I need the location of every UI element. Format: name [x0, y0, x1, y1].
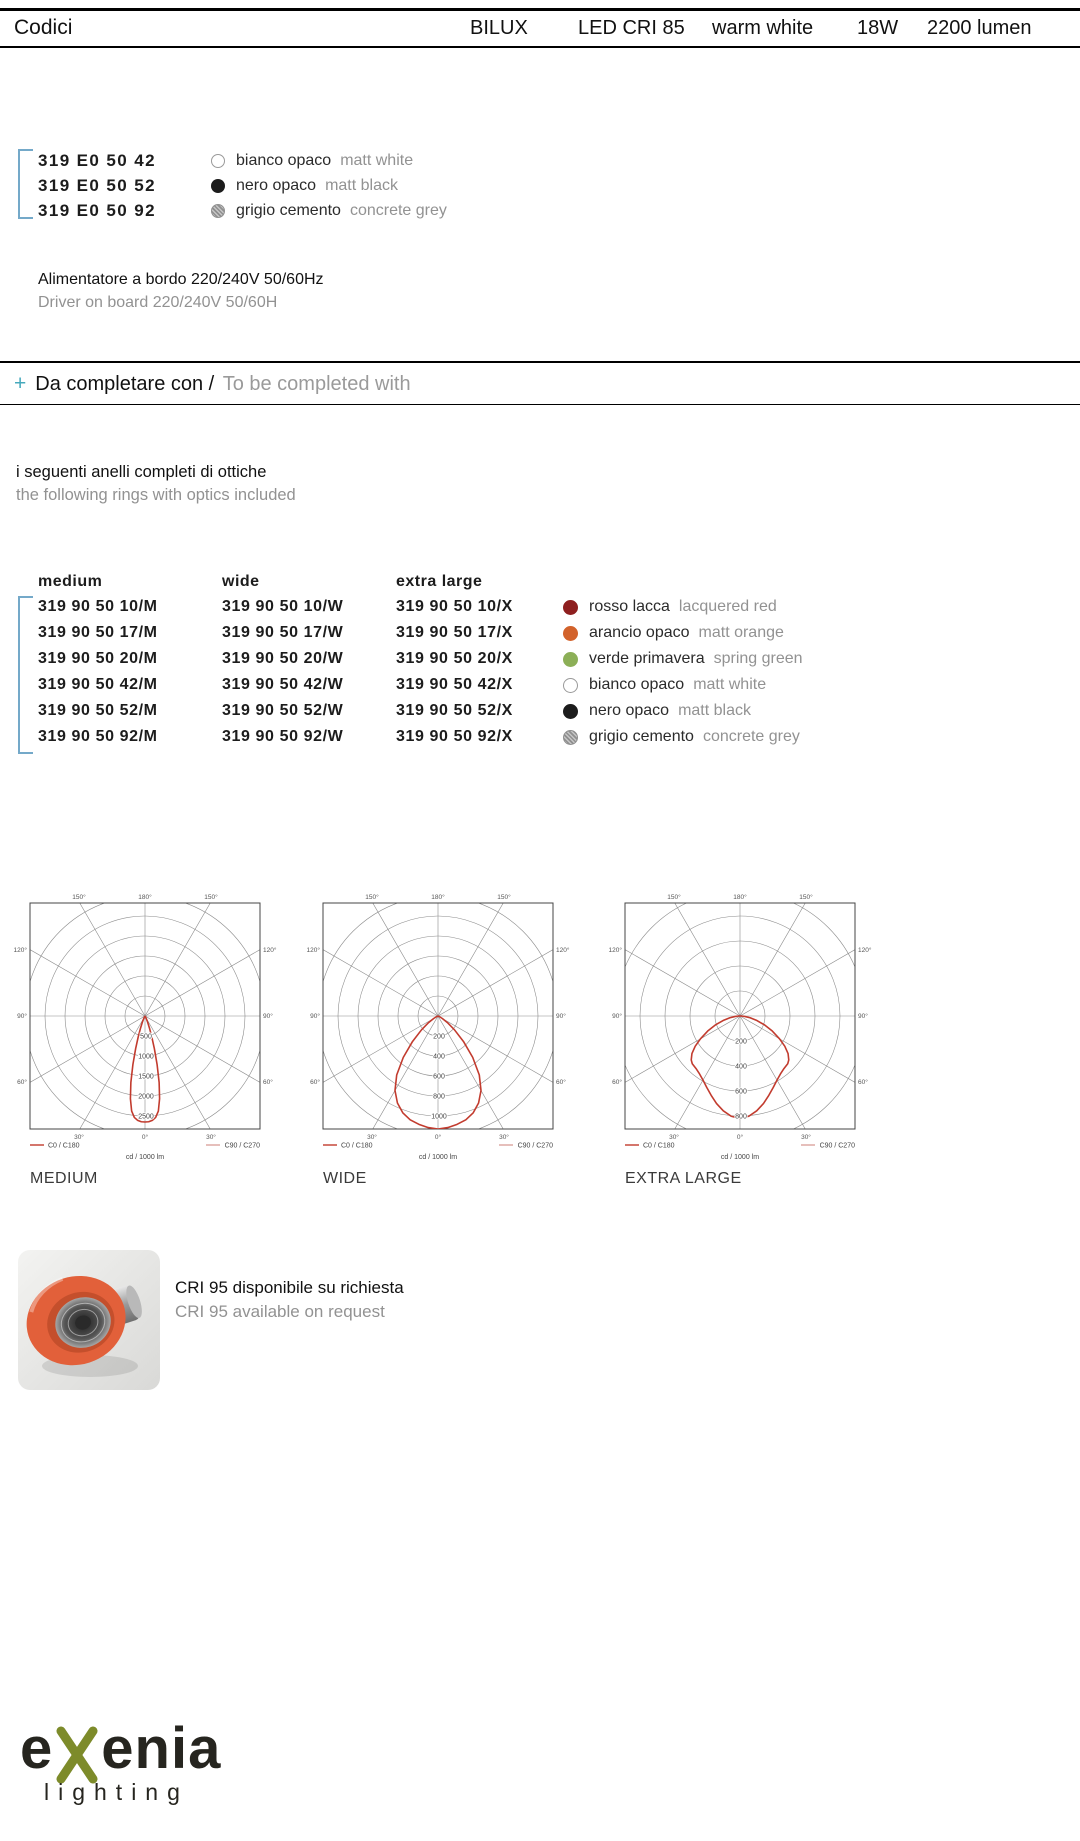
polar-grid	[10, 888, 280, 1166]
header-rule	[0, 46, 1080, 48]
ring-code: 319 90 50 20/W	[222, 650, 344, 667]
finish-name-it: verde primavera	[589, 650, 705, 667]
finish-name-en: concrete grey	[349, 201, 447, 219]
svg-text:600: 600	[735, 1088, 747, 1096]
brand-text-right: enia	[101, 1716, 222, 1781]
product-code: 319 E0 50 92	[38, 200, 156, 220]
ring-code: 319 90 50 52/W	[222, 702, 344, 719]
svg-text:400: 400	[433, 1053, 445, 1061]
rings-bracket	[18, 596, 33, 754]
svg-text:90°: 90°	[858, 1013, 868, 1020]
top-rule	[0, 8, 1080, 11]
section-title-en: To be completed with	[222, 373, 411, 395]
page-title: Codici	[14, 16, 73, 39]
svg-text:0°: 0°	[141, 1134, 149, 1141]
finish-name-it: bianco opaco	[236, 151, 332, 169]
matt-orange-swatch	[563, 626, 578, 641]
svg-text:120°: 120°	[306, 947, 320, 954]
polar-chart-wide	[303, 888, 573, 1166]
ring-code: 319 90 50 52/X	[396, 702, 513, 719]
spring-green-swatch	[563, 652, 578, 667]
svg-text:150°: 150°	[667, 894, 681, 901]
svg-text:150°: 150°	[799, 894, 813, 901]
product-codes-list	[38, 148, 447, 223]
ring-code: 319 90 50 42/M	[38, 676, 158, 693]
svg-text:200: 200	[433, 1033, 445, 1041]
lacquered-red-swatch	[563, 600, 578, 615]
ring-code: 319 90 50 92/W	[222, 728, 344, 745]
finish-row	[563, 724, 803, 750]
header-spec-lumen: 2200 lumen	[927, 17, 1032, 39]
brand-wordmark	[20, 1716, 222, 1781]
product-code-row	[38, 148, 447, 173]
svg-text:120°: 120°	[556, 947, 570, 954]
chart-caption-medium: MEDIUM	[30, 1170, 98, 1187]
svg-text:30°: 30°	[74, 1134, 84, 1141]
svg-text:180°: 180°	[733, 894, 747, 901]
svg-text:cd / 1000 lm: cd / 1000 lm	[720, 1154, 760, 1161]
finishes-legend	[563, 594, 803, 750]
svg-text:90°: 90°	[17, 1013, 27, 1020]
finish-row	[563, 698, 803, 724]
finish-name-it: arancio opaco	[589, 624, 690, 641]
cri-note	[175, 1276, 404, 1324]
svg-text:60°: 60°	[263, 1079, 273, 1086]
svg-text:90°: 90°	[310, 1013, 320, 1020]
plus-icon: +	[14, 372, 27, 395]
svg-text:120°: 120°	[263, 947, 277, 954]
header-spec-led: LED CRI 85	[578, 17, 685, 39]
column-header: wide	[222, 573, 260, 590]
ring-code: 319 90 50 17/X	[396, 624, 513, 641]
brand-text-left: e	[20, 1716, 54, 1781]
svg-text:1500: 1500	[138, 1073, 154, 1081]
svg-text:90°: 90°	[263, 1013, 273, 1020]
product-code: 319 E0 50 52	[38, 175, 156, 195]
finish-row	[563, 672, 803, 698]
polar-chart-medium	[10, 888, 280, 1166]
section-rule-top	[0, 361, 1080, 363]
ring-value-labels	[735, 1039, 747, 1121]
svg-text:90°: 90°	[612, 1013, 622, 1020]
product-photo	[18, 1250, 160, 1390]
svg-text:120°: 120°	[13, 947, 27, 954]
cri-note-it: CRI 95 disponibile su richiesta	[175, 1278, 404, 1297]
svg-text:180°: 180°	[431, 894, 445, 901]
product-code-row	[38, 173, 447, 198]
svg-text:cd / 1000 lm: cd / 1000 lm	[125, 1154, 165, 1161]
ring-code: 319 90 50 10/M	[38, 598, 158, 615]
brand-subtitle: lighting	[44, 1779, 189, 1806]
chart-legend	[323, 1143, 553, 1162]
svg-text:150°: 150°	[365, 894, 379, 901]
product-code-row	[38, 198, 447, 223]
section-title	[14, 372, 411, 396]
svg-text:30°: 30°	[801, 1134, 811, 1141]
svg-text:800: 800	[433, 1093, 445, 1101]
svg-text:C90 / C270: C90 / C270	[517, 1142, 553, 1150]
matt-black-swatch	[563, 704, 578, 719]
svg-text:1000: 1000	[138, 1053, 154, 1061]
matt-white-swatch	[563, 678, 578, 693]
finish-name-en: lacquered red	[678, 598, 777, 615]
finish-name-en: matt black	[678, 702, 751, 719]
svg-text:800: 800	[735, 1113, 747, 1121]
product-name: BILUX	[470, 17, 528, 39]
svg-text:30°: 30°	[669, 1134, 679, 1141]
svg-text:C0 / C180: C0 / C180	[48, 1142, 80, 1150]
rings-table-row	[38, 594, 596, 620]
codes-bracket	[18, 149, 33, 219]
polar-chart-extra-large	[605, 888, 875, 1166]
ring-code: 319 90 50 17/M	[38, 624, 158, 641]
svg-text:150°: 150°	[72, 894, 86, 901]
finish-name-en: spring green	[713, 650, 803, 667]
polar-grid	[303, 888, 573, 1166]
finish-name-en: concrete grey	[702, 728, 800, 745]
finish-name-it: rosso lacca	[589, 598, 670, 615]
column-header: medium	[38, 573, 103, 590]
column-header: extra large	[396, 573, 483, 590]
rings-table	[38, 573, 596, 750]
rings-table-header	[38, 573, 596, 594]
finish-name-it: nero opaco	[589, 702, 670, 719]
rings-table-row	[38, 672, 596, 698]
header	[0, 16, 1080, 42]
section-rule-bottom	[0, 404, 1080, 405]
polar-grid	[605, 888, 875, 1166]
svg-text:C0 / C180: C0 / C180	[341, 1142, 373, 1150]
brand-x-icon	[54, 1723, 100, 1785]
driver-note	[38, 268, 324, 314]
svg-text:400: 400	[735, 1063, 747, 1071]
ring-code: 319 90 50 20/M	[38, 650, 158, 667]
svg-text:600: 600	[433, 1073, 445, 1081]
brand-logo	[20, 1716, 222, 1806]
svg-text:120°: 120°	[608, 947, 622, 954]
ring-code: 319 90 50 17/W	[222, 624, 344, 641]
finish-name-en: matt white	[340, 151, 414, 169]
svg-text:1000: 1000	[431, 1113, 447, 1121]
chart-caption-wide: WIDE	[323, 1170, 367, 1187]
ring-value-labels	[138, 1034, 154, 1121]
matt-black-swatch	[211, 179, 225, 193]
svg-text:60°: 60°	[310, 1079, 320, 1086]
rings-intro	[16, 461, 296, 507]
rings-intro-it: i seguenti anelli completi di ottiche	[16, 463, 267, 481]
cri-block	[18, 1250, 404, 1395]
concrete-grey-swatch	[211, 204, 225, 218]
finish-row	[563, 594, 803, 620]
chart-legend	[625, 1143, 855, 1162]
driver-note-it: Alimentatore a bordo 220/240V 50/60Hz	[38, 271, 324, 288]
ring-code: 319 90 50 42/W	[222, 676, 344, 693]
svg-text:150°: 150°	[497, 894, 511, 901]
ring-code: 319 90 50 20/X	[396, 650, 513, 667]
svg-text:2000: 2000	[138, 1093, 154, 1101]
section-title-it: Da completare con /	[35, 373, 215, 395]
cri-note-en: CRI 95 available on request	[175, 1302, 385, 1321]
svg-text:0°: 0°	[434, 1134, 442, 1141]
svg-text:0°: 0°	[736, 1134, 744, 1141]
finish-name-it: grigio cemento	[589, 728, 694, 745]
svg-text:C0 / C180: C0 / C180	[643, 1142, 675, 1150]
svg-text:60°: 60°	[858, 1079, 868, 1086]
rings-table-row	[38, 724, 596, 750]
ring-code: 319 90 50 10/X	[396, 598, 513, 615]
finish-row	[563, 646, 803, 672]
concrete-grey-swatch	[563, 730, 578, 745]
rings-table-row	[38, 620, 596, 646]
svg-text:150°: 150°	[204, 894, 218, 901]
svg-text:200: 200	[735, 1038, 747, 1046]
svg-text:C90 / C270: C90 / C270	[224, 1142, 260, 1150]
svg-text:60°: 60°	[612, 1079, 622, 1086]
ring-code: 319 90 50 10/W	[222, 598, 344, 615]
ring-code: 319 90 50 92/X	[396, 728, 513, 745]
matt-white-swatch	[211, 154, 225, 168]
chart-caption-extra-large: EXTRA LARGE	[625, 1170, 742, 1187]
svg-text:60°: 60°	[17, 1079, 27, 1086]
product-code: 319 E0 50 42	[38, 150, 156, 170]
svg-text:180°: 180°	[138, 894, 152, 901]
ring-code: 319 90 50 52/M	[38, 702, 158, 719]
rings-table-row	[38, 698, 596, 724]
header-spec-colortemp: warm white	[712, 17, 814, 39]
chart-legend	[30, 1143, 260, 1162]
svg-text:30°: 30°	[499, 1134, 509, 1141]
finish-name-it: nero opaco	[236, 176, 317, 194]
ring-code: 319 90 50 92/M	[38, 728, 158, 745]
driver-note-en: Driver on board 220/240V 50/60H	[38, 294, 278, 311]
svg-text:500: 500	[140, 1033, 152, 1041]
svg-text:2500: 2500	[138, 1113, 154, 1121]
ring-code: 319 90 50 42/X	[396, 676, 513, 693]
rings-table-row	[38, 646, 596, 672]
svg-text:C90 / C270: C90 / C270	[819, 1142, 855, 1150]
svg-text:cd / 1000 lm: cd / 1000 lm	[418, 1154, 458, 1161]
finish-name-en: matt orange	[698, 624, 784, 641]
svg-text:60°: 60°	[556, 1079, 566, 1086]
finish-name-it: grigio cemento	[236, 201, 341, 219]
svg-text:30°: 30°	[206, 1134, 216, 1141]
svg-text:30°: 30°	[367, 1134, 377, 1141]
header-spec-wattage: 18W	[857, 17, 899, 39]
finish-name-en: matt white	[693, 676, 767, 693]
finish-name-en: matt black	[325, 176, 398, 194]
finish-row	[563, 620, 803, 646]
rings-intro-en: the following rings with optics included	[16, 486, 296, 504]
finish-name-it: bianco opaco	[589, 676, 685, 693]
svg-text:120°: 120°	[858, 947, 872, 954]
svg-text:90°: 90°	[556, 1013, 566, 1020]
ring-value-labels	[431, 1034, 447, 1121]
